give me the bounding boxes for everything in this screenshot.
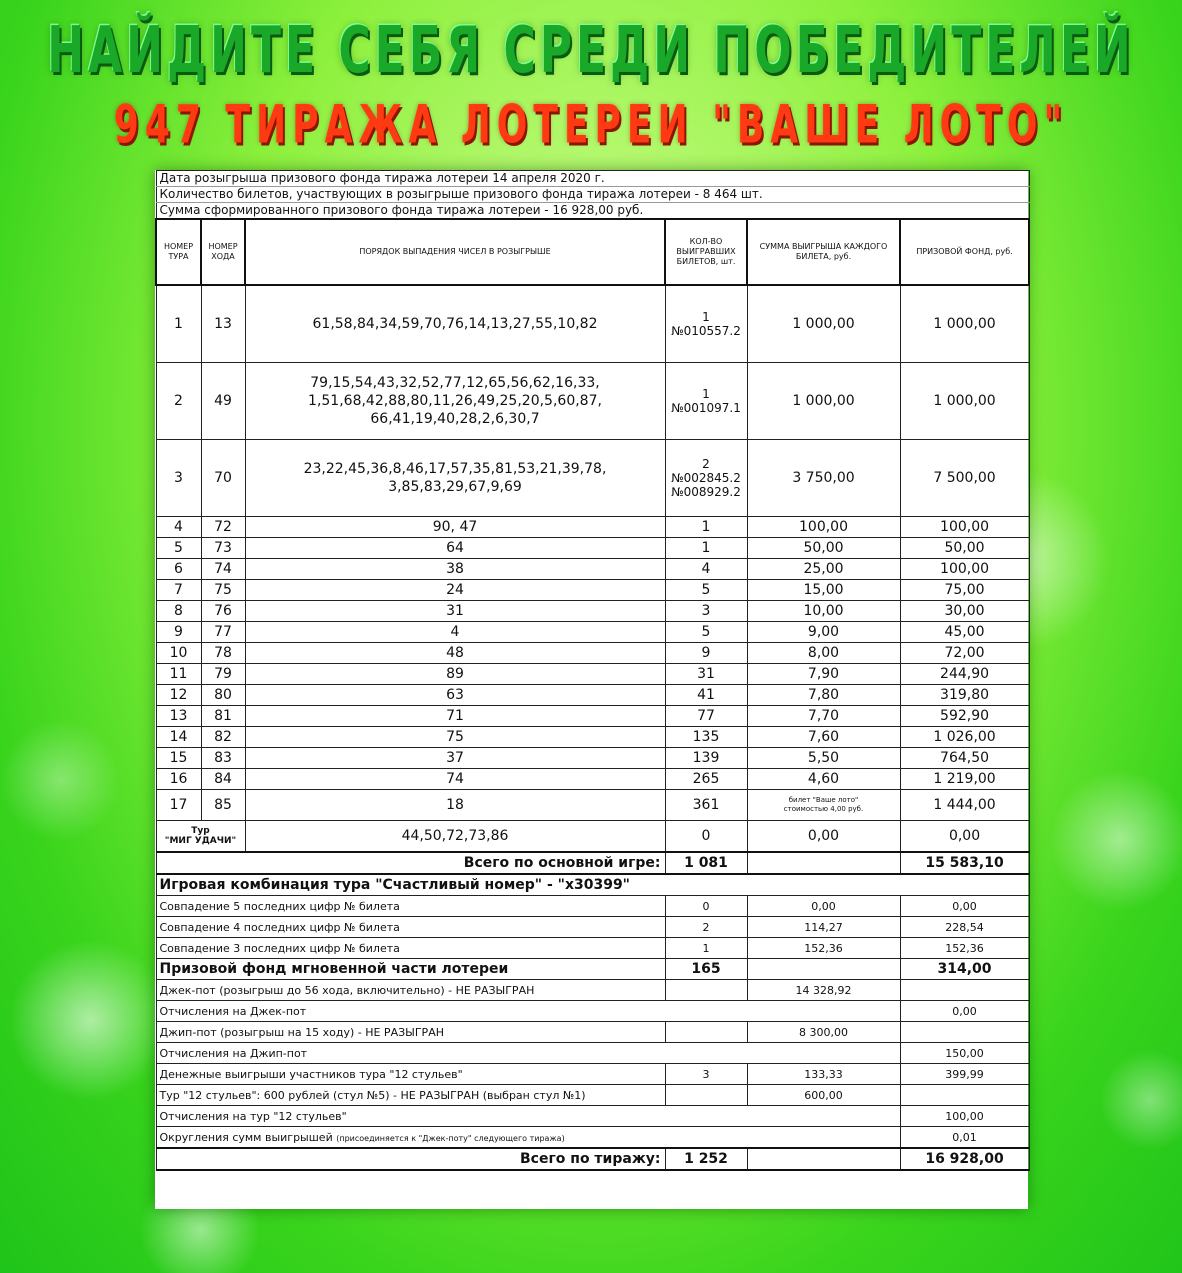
extra-prize: 399,99 [900,1064,1029,1085]
winners-count: 361 [665,790,747,821]
tour-number: 8 [156,601,201,622]
drawn-numbers: 89 [245,664,665,685]
winners-count: 5 [665,580,747,601]
extra-winners [665,980,747,1001]
lucky-winners: 1 [665,938,747,959]
lucky-prize: 228,54 [900,917,1029,938]
extra-amount: 133,33 [747,1064,900,1085]
extra-prize: 150,00 [900,1043,1029,1064]
draw-date: Дата розыгрыша призового фонда тиража лотереи 14 апреля 2020 г. [156,171,1029,187]
fund-sum: Сумма сформированного призового фонда тиража лотереи - 16 928,00 руб. [156,203,1029,220]
extra-row [156,1022,1029,1043]
headline: НАЙДИТЕ СЕБЯ СРЕДИ ПОБЕДИТЕЛЕЙ [47,14,1135,88]
table-row [156,601,1029,622]
rounding-label-cell [156,1127,900,1149]
lucky-label: Совпадение 3 последних цифр № билета [156,938,665,959]
grand-total [156,1148,1029,1170]
tour-number: 4 [156,517,201,538]
lucky-winners: 2 [665,917,747,938]
table-row [156,748,1029,769]
prize-fund: 1 000,00 [900,285,1029,363]
extra-prize: 100,00 [900,1106,1029,1127]
win-amount: 1 000,00 [747,363,900,440]
winners-count-line: №008929.2 [671,485,741,499]
move-number: 80 [201,685,245,706]
extra-row [156,980,1029,1001]
win-amount-note [747,790,900,821]
extra-row [156,1001,1029,1022]
tour-number: 1 [156,285,201,363]
tour-number: 12 [156,685,201,706]
tickets-count: Количество билетов, участвующих в розыгрыше призового фонда тиража лотереи - 8 464 шт. [156,187,1029,203]
extra-label: Денежные выигрыши участников тура "12 стульев" [156,1064,665,1085]
tour-mig-udachi [156,821,245,853]
tour-mig-udachi-line: Тур [191,826,210,836]
winners-count: 5 [665,622,747,643]
drawn-numbers-line: 3,85,83,29,67,9,69 [388,479,522,495]
prize-fund: 764,50 [900,748,1029,769]
drawn-numbers-line: 66,41,19,40,28,2,6,30,7 [370,411,540,427]
tour-number: 15 [156,748,201,769]
prize-fund: 45,00 [900,622,1029,643]
winners-count: 135 [665,727,747,748]
prize-fund: 592,90 [900,706,1029,727]
winners-count-line: №001097.1 [671,401,741,415]
extra-winners [665,1022,747,1043]
extra-label: Отчисления на тур "12 стульев" [156,1106,900,1127]
winners-count-line: 2 [702,457,710,471]
header-winners: КОЛ-ВО ВЫИГРАВШИХ БИЛЕТОВ, шт. [665,219,747,285]
subheadline: 947 ТИРАЖА ЛОТЕРЕИ "ВАШЕ ЛОТО" [113,96,1069,156]
tour-number: 6 [156,559,201,580]
drawn-numbers-line: 23,22,45,36,8,46,17,57,35,81,53,21,39,78, [303,461,607,477]
instant-winners: 165 [665,959,747,980]
prize-fund: 1 444,00 [900,790,1029,821]
lucky-row [156,896,1029,917]
winners-count-line: №010557.2 [671,324,741,338]
winners-count: 1 [665,517,747,538]
prize-fund: 1 000,00 [900,363,1029,440]
tour-number: 3 [156,440,201,517]
header-order: ПОРЯДОК ВЫПАДЕНИЯ ЧИСЕЛ В РОЗЫГРЫШЕ [245,219,665,285]
table-row [156,664,1029,685]
rounding-note: (присоединяется к "Джек-поту" следующего тиража) [336,1133,565,1143]
move-number: 85 [201,790,245,821]
lucky-label: Совпадение 5 последних цифр № билета [156,896,665,917]
win-amount: 1 000,00 [747,285,900,363]
extra-label: Тур "12 стульев": 600 рублей (стул №5) - НЕ РАЗЫГРАН (выбран стул №1) [156,1085,665,1106]
extra-prize: 0,00 [900,1001,1029,1022]
table-row [156,706,1029,727]
tour-number: 14 [156,727,201,748]
win-amount: 50,00 [747,538,900,559]
prize-fund: 1 219,00 [900,769,1029,790]
grand-total-label: Всего по тиражу: [156,1148,665,1170]
prize-fund: 319,80 [900,685,1029,706]
winners-count [665,285,747,363]
winners-count: 265 [665,769,747,790]
winners-count: 0 [665,821,747,853]
rounding-label: Округления сумм выигрышей [159,1130,333,1144]
extra-row [156,1043,1029,1064]
drawn-numbers: 63 [245,685,665,706]
drawn-numbers: 48 [245,643,665,664]
table-row [156,559,1029,580]
win-amount: 5,50 [747,748,900,769]
header-prize: ПРИЗОВОЙ ФОНД, руб. [900,219,1029,285]
drawn-numbers: 71 [245,706,665,727]
lucky-amount: 152,36 [747,938,900,959]
table-row [156,285,1029,363]
move-number: 70 [201,440,245,517]
extra-label: Отчисления на Джек-пот [156,1001,900,1022]
drawn-numbers [245,440,665,517]
extra-row [156,1064,1029,1085]
table-row [156,622,1029,643]
tour-number: 7 [156,580,201,601]
lucky-row [156,917,1029,938]
extra-label: Джип-пот (розыгрыш на 15 ходу) - НЕ РАЗЫГРАН [156,1022,665,1043]
winners-count: 41 [665,685,747,706]
winners-count: 77 [665,706,747,727]
prize-fund: 244,90 [900,664,1029,685]
winners-count: 1 [665,538,747,559]
table-row [156,580,1029,601]
lucky-amount: 114,27 [747,917,900,938]
drawn-numbers: 64 [245,538,665,559]
header-amount: СУММА ВЫИГРЫША КАЖДОГО БИЛЕТА, руб. [747,219,900,285]
grand-total-prize: 16 928,00 [900,1148,1029,1170]
winners-count: 4 [665,559,747,580]
drawn-numbers-line: 1,51,68,42,88,80,11,26,49,25,20,5,60,87, [308,393,602,409]
win-amount: 7,60 [747,727,900,748]
header-tour: НОМЕР ТУРА [156,219,201,285]
rounding-prize: 0,01 [900,1127,1029,1149]
main-total-winners: 1 081 [665,852,747,874]
table-row-mig-udachi [156,821,1029,853]
winners-count: 31 [665,664,747,685]
winners-count: 3 [665,601,747,622]
winners-count: 139 [665,748,747,769]
results-table [155,170,1030,1171]
extra-prize [900,1085,1029,1106]
tour-mig-udachi-line: "МИГ УДАЧИ" [164,836,237,846]
prize-fund: 7 500,00 [900,440,1029,517]
win-amount: 7,70 [747,706,900,727]
rounding-row [156,1127,1029,1149]
table-row [156,685,1029,706]
drawn-numbers: 18 [245,790,665,821]
instant-empty [747,959,900,980]
win-amount: 0,00 [747,821,900,853]
lucky-label: Совпадение 4 последних цифр № билета [156,917,665,938]
winners-count-line: 1 [702,387,710,401]
move-number: 81 [201,706,245,727]
win-amount-note-line: билет "Ваше лото" [788,796,859,804]
drawn-numbers [245,285,665,363]
win-amount: 10,00 [747,601,900,622]
tour-number: 9 [156,622,201,643]
results-sheet [155,170,1028,1209]
win-amount: 25,00 [747,559,900,580]
move-number: 83 [201,748,245,769]
drawn-numbers: 24 [245,580,665,601]
win-amount-note-line: стоимостью 4,00 руб. [783,805,864,813]
instant-label: Призовой фонд мгновенной части лотереи [156,959,665,980]
lucky-prize: 0,00 [900,896,1029,917]
move-number: 74 [201,559,245,580]
drawn-numbers: 75 [245,727,665,748]
extra-row [156,1085,1029,1106]
drawn-numbers: 4 [245,622,665,643]
move-number: 76 [201,601,245,622]
tour-number: 11 [156,664,201,685]
prize-fund: 100,00 [900,559,1029,580]
move-number: 13 [201,285,245,363]
winners-count [665,440,747,517]
lucky-row [156,938,1029,959]
winners-count: 9 [665,643,747,664]
table-row [156,517,1029,538]
extra-amount: 600,00 [747,1085,900,1106]
prize-fund: 75,00 [900,580,1029,601]
table-header [156,219,1029,285]
winners-count-line: №002845.2 [671,471,741,485]
table-row [156,643,1029,664]
move-number: 82 [201,727,245,748]
drawn-numbers: 31 [245,601,665,622]
table-row [156,363,1029,440]
move-number: 75 [201,580,245,601]
tour-number: 17 [156,790,201,821]
drawn-numbers: 90, 47 [245,517,665,538]
extra-amount: 14 328,92 [747,980,900,1001]
lucky-prize: 152,36 [900,938,1029,959]
move-number: 72 [201,517,245,538]
table-row [156,790,1029,821]
extra-row [156,1106,1029,1127]
prize-fund: 30,00 [900,601,1029,622]
extra-label: Джек-пот (розыгрыш до 56 хода, включительно) - НЕ РАЗЫГРАН [156,980,665,1001]
prize-fund: 72,00 [900,643,1029,664]
drawn-numbers-line: 79,15,54,43,32,52,77,12,65,56,62,16,33, [310,375,600,391]
table-row [156,440,1029,517]
win-amount: 4,60 [747,769,900,790]
tour-number: 13 [156,706,201,727]
tour-number: 10 [156,643,201,664]
win-amount: 8,00 [747,643,900,664]
extra-label: Отчисления на Джип-пот [156,1043,900,1064]
drawn-numbers-line: 61,58,84,34,59,70,76,14,13,27,55,10,82 [312,316,598,332]
extra-winners: 3 [665,1064,747,1085]
win-amount: 7,80 [747,685,900,706]
move-number: 78 [201,643,245,664]
grand-total-winners: 1 252 [665,1148,747,1170]
lucky-amount: 0,00 [747,896,900,917]
lucky-number-title: Игровая комбинация тура "Счастливый номер" - "x30399" [156,874,1029,896]
prize-fund: 50,00 [900,538,1029,559]
instant-fund-row [156,959,1029,980]
main-total-label: Всего по основной игре: [156,852,665,874]
prize-fund: 0,00 [900,821,1029,853]
tour-number: 16 [156,769,201,790]
move-number: 73 [201,538,245,559]
move-number: 79 [201,664,245,685]
prize-fund: 1 026,00 [900,727,1029,748]
header-move: НОМЕР ХОДА [201,219,245,285]
extra-winners [665,1085,747,1106]
move-number: 49 [201,363,245,440]
extra-amount: 8 300,00 [747,1022,900,1043]
table-row [156,727,1029,748]
table-row [156,769,1029,790]
main-game-total [156,852,1029,874]
drawn-numbers [245,363,665,440]
tour-number: 5 [156,538,201,559]
win-amount: 15,00 [747,580,900,601]
grand-total-empty [747,1148,900,1170]
main-total-empty [747,852,900,874]
instant-prize: 314,00 [900,959,1029,980]
main-total-prize: 15 583,10 [900,852,1029,874]
winners-count-line: 1 [702,310,710,324]
win-amount: 3 750,00 [747,440,900,517]
move-number: 84 [201,769,245,790]
drawn-numbers: 37 [245,748,665,769]
winners-count [665,363,747,440]
prize-fund: 100,00 [900,517,1029,538]
drawn-numbers: 74 [245,769,665,790]
lucky-winners: 0 [665,896,747,917]
win-amount: 7,90 [747,664,900,685]
table-row [156,538,1029,559]
extra-prize [900,980,1029,1001]
win-amount: 9,00 [747,622,900,643]
win-amount: 100,00 [747,517,900,538]
drawn-numbers: 44,50,72,73,86 [245,821,665,853]
extra-prize [900,1022,1029,1043]
drawn-numbers: 38 [245,559,665,580]
tour-number: 2 [156,363,201,440]
move-number: 77 [201,622,245,643]
